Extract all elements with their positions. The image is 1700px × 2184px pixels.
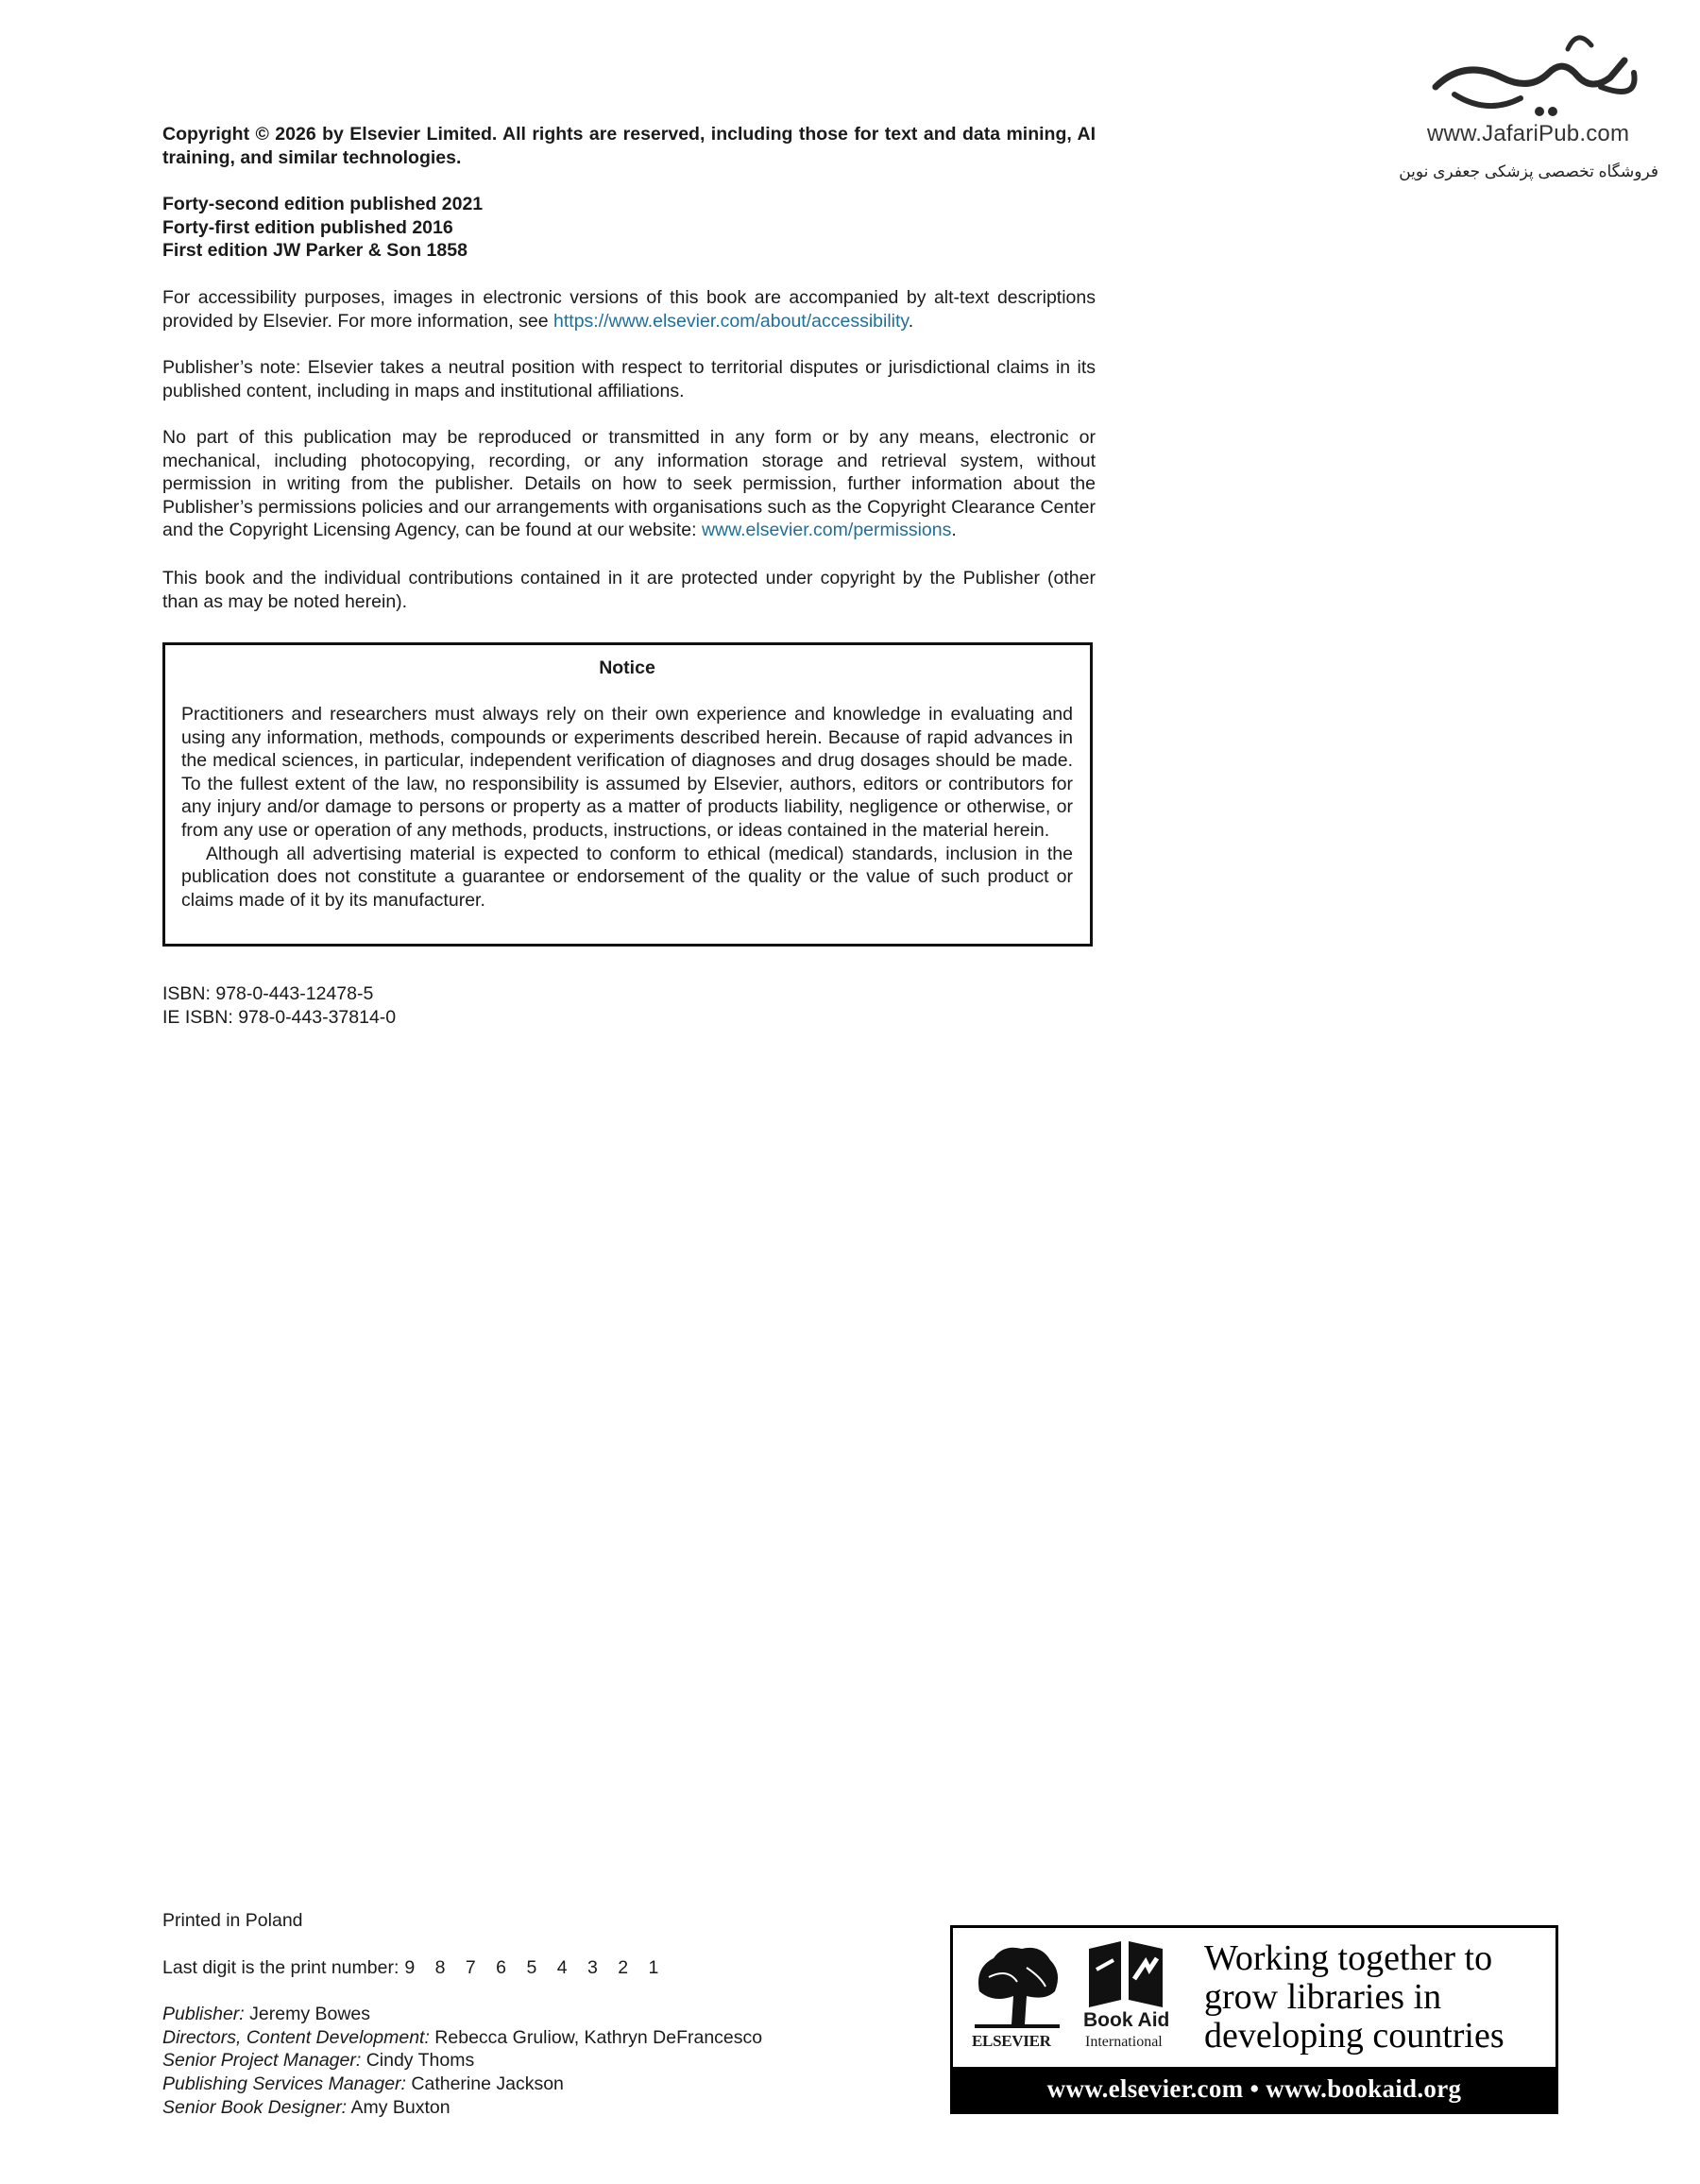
book-aid-international: International [1085, 2034, 1163, 2050]
copyright-statement: Copyright © 2026 by Elsevier Limited. All rights are reserved, including those for text and data mining, AI training, and similar technologies. [162, 124, 1096, 168]
credit-role: Publisher: [162, 2004, 245, 2025]
accessibility-statement [162, 286, 1096, 333]
banner-body [953, 1928, 1556, 2070]
copyright-protection: This book and the individual contributions contained in it are protected under copyright by the Publisher (other than as may be noted herein). [162, 568, 1096, 612]
permissions-statement [162, 426, 1096, 542]
print-number [162, 1956, 762, 1980]
book-aid-wordmark: Book Aid [1083, 2009, 1170, 2031]
permissions-end: . [951, 520, 957, 541]
print-number-digits: 9 8 7 6 5 4 3 2 1 [404, 1956, 667, 1978]
credit-role: Senior Project Manager: [162, 2050, 362, 2072]
credits-block [162, 1909, 762, 2119]
edition-history [162, 193, 1096, 263]
edition-line: Forty-first edition published 2016 [162, 216, 453, 238]
elsevier-wordmark: ELSEVIER [972, 2032, 1051, 2050]
credit-name: Jeremy Bowes [244, 2004, 371, 2025]
banner-footer-urls: www.elsevier.com • www.bookaid.org [953, 2067, 1556, 2111]
credit-name: Cindy Thoms [361, 2050, 475, 2072]
elsevier-tree-logo [970, 1939, 1064, 2034]
printed-in: Printed in Poland [162, 1910, 303, 1931]
permissions-text: No part of this publication may be reproduced or transmitted in any form or by any means, electronic or mechanical, including photocopying, recording, or any information storage and retrieval system, without permission in writing from the publisher. Details on how to seek permission, further information about the Publisher’s permissions policies and our arrangements with organisations such as the Copyright Clearance Center and the Copyright Licensing Agency, can be found at our website: [162, 427, 1096, 541]
credit-line [162, 2003, 762, 2026]
notice-box [162, 642, 1093, 947]
accessibility-end: . [908, 310, 914, 332]
credit-role: Directors, Content Development: [162, 2026, 430, 2048]
notice-title: Notice [599, 657, 655, 678]
book-aid-logo [1087, 1941, 1164, 2007]
isbn-block [162, 982, 1096, 1029]
credit-name: Catherine Jackson [405, 2073, 564, 2094]
credit-line [162, 2049, 762, 2073]
accessibility-link[interactable]: https://www.elsevier.com/about/accessibility [553, 310, 909, 332]
permissions-link[interactable]: www.elsevier.com/permissions [701, 520, 952, 541]
credit-name: Rebecca Gruliow, Kathryn DeFrancesco [429, 2026, 763, 2048]
credit-role: Publishing Services Manager: [162, 2073, 406, 2094]
credit-line [162, 2026, 762, 2050]
banner-tagline: Working together to grow libraries in developing countries [1204, 1938, 1504, 2056]
watermark-subtitle: فروشگاه تخصصی پزشکی جعفری نوین [1399, 162, 1658, 180]
book-aid-banner [950, 1925, 1558, 2114]
watermark-url: www.JafariPub.com [1427, 121, 1630, 146]
credit-role: Senior Book Designer: [162, 2096, 348, 2118]
accessibility-text: For accessibility purposes, images in electronic versions of this book are accompanied by alt-text descriptions provided by Elsevier. For more information, see [162, 287, 1096, 332]
notice-paragraph: Although all advertising material is expected to conform to ethical (medical) standards, inclusion in the publication does not constitute a guarantee or endorsement of the quality or the value of such product or claims made of it by its manufacturer. [181, 843, 1073, 911]
notice-paragraph: Practitioners and researchers must always rely on their own experience and knowledge in evaluating and using any information, methods, compounds or experiments described herein. Because of rapid advances in the medical sciences, in particular, independent verification of diagnoses and drug dosages should be made. To the fullest extent of the law, no responsibility is assumed by Elsevier, authors, editors or contributors for any injury and/or damage to persons or property as a matter of products liability, negligence or otherwise, or from any use or operation of any methods, products, instructions, or ideas contained in the material herein. [181, 704, 1073, 841]
ie-isbn: IE ISBN: 978-0-443-37814-0 [162, 1006, 397, 1028]
print-number-label: Last digit is the print number: [162, 1956, 400, 1978]
edition-line: First edition JW Parker & Son 1858 [162, 240, 468, 262]
isbn: ISBN: 978-0-443-12478-5 [162, 983, 374, 1004]
credit-name: Amy Buxton [347, 2096, 450, 2118]
edition-line: Forty-second edition published 2021 [162, 194, 484, 214]
credit-line [162, 2073, 762, 2096]
publishers-note: Publisher’s note: Elsevier takes a neutral position with respect to territorial disputes or jurisdictional claims in its published content, including in maps and institutional affiliations. [162, 357, 1096, 401]
credit-line [162, 2096, 762, 2120]
